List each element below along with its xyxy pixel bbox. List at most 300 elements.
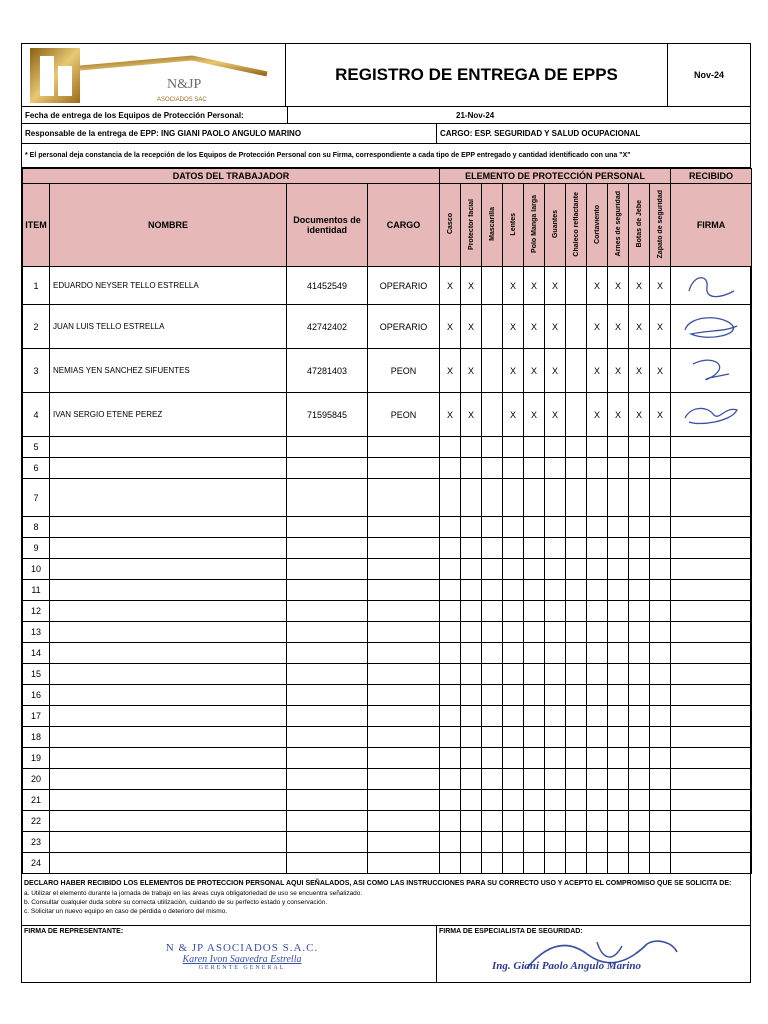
row-cargo bbox=[368, 748, 440, 769]
row-epp-mark: X bbox=[503, 349, 524, 393]
row-epp-mark bbox=[650, 853, 671, 874]
row-epp-mark bbox=[650, 790, 671, 811]
row-epp-mark: X bbox=[587, 393, 608, 437]
row-nombre: IVAN SERGIO ETENE PEREZ bbox=[50, 393, 287, 437]
row-firma bbox=[671, 622, 752, 643]
row-firma bbox=[671, 685, 752, 706]
fecha-value-cell bbox=[288, 107, 750, 124]
row-epp-mark bbox=[566, 517, 587, 538]
worker-signature bbox=[679, 271, 743, 301]
worker-signature bbox=[679, 356, 743, 386]
row-epp-mark bbox=[587, 811, 608, 832]
row-item: 18 bbox=[23, 727, 50, 748]
row-epp-mark: X bbox=[440, 305, 461, 349]
row-cargo bbox=[368, 580, 440, 601]
row-epp-mark bbox=[461, 706, 482, 727]
row-epp-mark bbox=[629, 664, 650, 685]
row-item: 7 bbox=[23, 479, 50, 517]
row-epp-mark bbox=[503, 748, 524, 769]
row-epp-mark bbox=[566, 685, 587, 706]
col-header-nombre: NOMBRE bbox=[50, 184, 287, 267]
row-epp-mark bbox=[650, 685, 671, 706]
row-firma bbox=[671, 769, 752, 790]
row-epp-mark bbox=[482, 393, 503, 437]
row-epp-mark bbox=[482, 538, 503, 559]
company-logo bbox=[22, 44, 286, 106]
table-row bbox=[23, 559, 752, 580]
row-epp-mark bbox=[587, 664, 608, 685]
row-nombre bbox=[50, 748, 287, 769]
row-nombre bbox=[50, 727, 287, 748]
row-firma bbox=[671, 517, 752, 538]
row-epp-mark bbox=[503, 601, 524, 622]
row-cargo bbox=[368, 622, 440, 643]
row-firma bbox=[671, 580, 752, 601]
row-epp-mark bbox=[524, 832, 545, 853]
row-epp-mark bbox=[503, 517, 524, 538]
row-epp-mark: X bbox=[461, 305, 482, 349]
row-epp-mark bbox=[461, 769, 482, 790]
row-documento bbox=[287, 458, 368, 479]
row-epp-mark bbox=[524, 580, 545, 601]
row-epp-mark bbox=[629, 601, 650, 622]
nota-text: * El personal deja constancia de la recepción de los Equipos de Protección Personal con su Firma, correspondiente a cada tipo de EPP entregado y cantidad identificado con una "X" bbox=[25, 152, 631, 159]
table-row bbox=[23, 769, 752, 790]
table-row bbox=[23, 458, 752, 479]
row-epp-mark bbox=[587, 685, 608, 706]
row-epp-mark: X bbox=[440, 349, 461, 393]
row-epp-mark bbox=[587, 832, 608, 853]
row-epp-mark bbox=[629, 706, 650, 727]
row-firma bbox=[671, 559, 752, 580]
row-epp-mark bbox=[503, 853, 524, 874]
col-header-epp: Lentes bbox=[503, 184, 524, 267]
row-epp-mark bbox=[566, 664, 587, 685]
row-documento bbox=[287, 580, 368, 601]
row-epp-mark bbox=[587, 769, 608, 790]
row-epp-mark: X bbox=[524, 305, 545, 349]
row-epp-mark bbox=[566, 622, 587, 643]
row-epp-mark bbox=[629, 853, 650, 874]
row-epp-mark bbox=[587, 601, 608, 622]
row-epp-mark bbox=[608, 664, 629, 685]
table-row bbox=[23, 517, 752, 538]
declaration-item: c. Solicitar un nuevo equipo en caso de pérdida o deterioro del mismo. bbox=[24, 908, 228, 915]
row-epp-mark bbox=[524, 437, 545, 458]
row-epp-mark bbox=[566, 305, 587, 349]
col-header-item: ITEM bbox=[23, 184, 50, 267]
table-row bbox=[23, 267, 752, 305]
row-epp-mark bbox=[629, 622, 650, 643]
row-firma bbox=[671, 538, 752, 559]
row-firma bbox=[671, 437, 752, 458]
row-epp-mark: X bbox=[587, 267, 608, 305]
declaration-item: a. Utilizar el elemento durante la jornada de trabajo en las áreas cuya obligatoriedad de uso se encuentra señalizado. bbox=[24, 890, 363, 897]
row-epp-mark bbox=[608, 437, 629, 458]
row-cargo bbox=[368, 790, 440, 811]
row-epp-mark bbox=[545, 664, 566, 685]
row-nombre bbox=[50, 559, 287, 580]
row-epp-mark bbox=[503, 437, 524, 458]
row-epp-mark bbox=[440, 685, 461, 706]
row-epp-mark bbox=[587, 479, 608, 517]
stamp-company: N & JP ASOCIADOS S.A.C. bbox=[165, 942, 319, 954]
row-nombre bbox=[50, 479, 287, 517]
row-epp-mark bbox=[503, 559, 524, 580]
row-epp-mark bbox=[482, 622, 503, 643]
row-epp-mark bbox=[503, 727, 524, 748]
row-epp-mark bbox=[545, 685, 566, 706]
row-item: 10 bbox=[23, 559, 50, 580]
col-header-epp: Zapato de seguridad bbox=[650, 184, 671, 267]
row-epp-mark bbox=[440, 727, 461, 748]
row-cargo bbox=[368, 458, 440, 479]
row-epp-mark bbox=[566, 643, 587, 664]
row-documento: 41452549 bbox=[287, 267, 368, 305]
row-epp-mark bbox=[482, 811, 503, 832]
col-header-epp: Chaleco reflactante bbox=[566, 184, 587, 267]
row-epp-mark bbox=[608, 580, 629, 601]
row-epp-mark bbox=[629, 458, 650, 479]
row-epp-mark bbox=[566, 832, 587, 853]
row-nombre bbox=[50, 601, 287, 622]
row-epp-mark bbox=[482, 727, 503, 748]
row-epp-mark bbox=[440, 832, 461, 853]
row-epp-mark bbox=[482, 685, 503, 706]
row-epp-mark bbox=[482, 832, 503, 853]
row-firma bbox=[671, 832, 752, 853]
row-epp-mark bbox=[566, 559, 587, 580]
logo-text: N&JP bbox=[167, 77, 202, 92]
row-epp-mark bbox=[629, 479, 650, 517]
row-epp-mark bbox=[650, 664, 671, 685]
row-epp-mark bbox=[461, 437, 482, 458]
row-epp-mark bbox=[650, 748, 671, 769]
row-epp-mark bbox=[587, 748, 608, 769]
representante-label: FIRMA DE REPRESENTANTE: bbox=[24, 928, 124, 935]
table-row bbox=[23, 538, 752, 559]
col-header-epp: Guantes bbox=[545, 184, 566, 267]
row-nombre bbox=[50, 811, 287, 832]
especialista-label: FIRMA DE ESPECIALISTA DE SEGURIDAD: bbox=[439, 928, 583, 935]
table-row bbox=[23, 349, 752, 393]
row-epp-mark bbox=[440, 622, 461, 643]
row-epp-mark bbox=[629, 790, 650, 811]
row-epp-mark bbox=[440, 811, 461, 832]
row-epp-mark bbox=[629, 832, 650, 853]
row-epp-mark bbox=[545, 479, 566, 517]
group-header-elemento: ELEMENTO DE PROTECCIÓN PERSONAL bbox=[440, 169, 671, 184]
row-firma bbox=[671, 727, 752, 748]
row-cargo: OPERARIO bbox=[368, 305, 440, 349]
row-epp-mark: X bbox=[587, 305, 608, 349]
row-epp-mark bbox=[650, 580, 671, 601]
row-epp-mark bbox=[650, 727, 671, 748]
row-epp-mark: X bbox=[461, 393, 482, 437]
date-code-cell bbox=[668, 44, 750, 107]
row-epp-mark: X bbox=[503, 393, 524, 437]
col-header-epp: Polo Manga larga bbox=[524, 184, 545, 267]
row-epp-mark bbox=[629, 538, 650, 559]
row-epp-mark bbox=[650, 458, 671, 479]
row-epp-mark bbox=[608, 458, 629, 479]
row-epp-mark bbox=[650, 601, 671, 622]
row-epp-mark bbox=[545, 437, 566, 458]
row-epp-mark bbox=[482, 349, 503, 393]
row-epp-mark bbox=[545, 580, 566, 601]
declaration-title: DECLARO HABER RECIBIDO LOS ELEMENTOS DE PROTECCION PERSONAL AQUI SEÑALADOS, ASI COMO LAS INSTRUCCIONES PARA SU CORRECTO USO Y ACEPTO EL COMPROMISO QUE SE SOLICITA DE: bbox=[24, 880, 732, 887]
row-epp-mark: X bbox=[608, 267, 629, 305]
row-epp-mark bbox=[545, 769, 566, 790]
row-epp-mark bbox=[566, 580, 587, 601]
row-epp-mark bbox=[440, 706, 461, 727]
row-epp-mark: X bbox=[545, 267, 566, 305]
declaration-block bbox=[22, 874, 750, 926]
row-epp-mark bbox=[608, 769, 629, 790]
row-cargo: OPERARIO bbox=[368, 267, 440, 305]
row-epp-mark bbox=[608, 853, 629, 874]
row-epp-mark bbox=[608, 643, 629, 664]
row-epp-mark bbox=[461, 517, 482, 538]
table-row bbox=[23, 853, 752, 874]
row-epp-mark bbox=[545, 538, 566, 559]
row-epp-mark bbox=[461, 790, 482, 811]
row-nombre: JUAN LUIS TELLO ESTRELLA bbox=[50, 305, 287, 349]
row-cargo bbox=[368, 643, 440, 664]
table-row bbox=[23, 664, 752, 685]
row-epp-mark bbox=[650, 706, 671, 727]
row-firma bbox=[671, 458, 752, 479]
row-epp-mark bbox=[608, 538, 629, 559]
table-row bbox=[23, 811, 752, 832]
row-epp-mark: X bbox=[629, 393, 650, 437]
row-item: 9 bbox=[23, 538, 50, 559]
col-header-epp: Botas de Jebe bbox=[629, 184, 650, 267]
row-epp-mark bbox=[608, 601, 629, 622]
row-nombre bbox=[50, 458, 287, 479]
row-item: 3 bbox=[23, 349, 50, 393]
row-cargo: PEON bbox=[368, 349, 440, 393]
row-epp-mark bbox=[629, 748, 650, 769]
row-epp-mark bbox=[524, 706, 545, 727]
row-epp-mark: X bbox=[461, 267, 482, 305]
row-epp-mark: X bbox=[440, 393, 461, 437]
row-epp-mark bbox=[482, 769, 503, 790]
row-epp-mark bbox=[587, 437, 608, 458]
row-documento bbox=[287, 538, 368, 559]
row-epp-mark bbox=[566, 267, 587, 305]
row-nombre bbox=[50, 580, 287, 601]
row-firma bbox=[671, 811, 752, 832]
row-item: 17 bbox=[23, 706, 50, 727]
row-epp-mark: X bbox=[524, 349, 545, 393]
row-epp-mark bbox=[440, 664, 461, 685]
row-epp-mark bbox=[566, 349, 587, 393]
row-epp-mark: X bbox=[545, 349, 566, 393]
row-epp-mark: X bbox=[650, 393, 671, 437]
row-documento bbox=[287, 832, 368, 853]
representante-signature-cell bbox=[22, 926, 437, 982]
row-nombre bbox=[50, 769, 287, 790]
row-epp-mark bbox=[608, 685, 629, 706]
row-epp-mark bbox=[629, 811, 650, 832]
cargo-cell bbox=[437, 124, 750, 144]
row-nombre bbox=[50, 538, 287, 559]
row-firma bbox=[671, 706, 752, 727]
row-epp-mark bbox=[566, 437, 587, 458]
row-item: 13 bbox=[23, 622, 50, 643]
table-row bbox=[23, 727, 752, 748]
row-epp-mark bbox=[503, 479, 524, 517]
row-epp-mark bbox=[650, 643, 671, 664]
row-epp-mark bbox=[461, 559, 482, 580]
col-header-epp: Arnes de seguridad bbox=[608, 184, 629, 267]
row-epp-mark bbox=[461, 811, 482, 832]
row-cargo: PEON bbox=[368, 393, 440, 437]
row-item: 6 bbox=[23, 458, 50, 479]
table-row bbox=[23, 706, 752, 727]
row-cargo bbox=[368, 664, 440, 685]
row-epp-mark bbox=[440, 580, 461, 601]
row-documento bbox=[287, 437, 368, 458]
row-epp-mark bbox=[629, 559, 650, 580]
row-epp-mark bbox=[503, 706, 524, 727]
worker-signature bbox=[679, 400, 743, 430]
row-epp-mark bbox=[587, 580, 608, 601]
row-epp-mark: X bbox=[440, 267, 461, 305]
row-cargo bbox=[368, 811, 440, 832]
row-epp-mark: X bbox=[587, 349, 608, 393]
col-header-cargo: CARGO bbox=[368, 184, 440, 267]
logo-subtext: ASOCIADOS SAC bbox=[157, 97, 207, 103]
row-epp-mark bbox=[650, 811, 671, 832]
row-epp-mark bbox=[461, 853, 482, 874]
row-epp-mark bbox=[524, 479, 545, 517]
row-item: 1 bbox=[23, 267, 50, 305]
row-epp-mark bbox=[461, 580, 482, 601]
row-epp-mark bbox=[650, 832, 671, 853]
row-epp-mark bbox=[482, 664, 503, 685]
table-row bbox=[23, 832, 752, 853]
row-epp-mark bbox=[566, 538, 587, 559]
row-cargo bbox=[368, 853, 440, 874]
row-cargo bbox=[368, 706, 440, 727]
row-epp-mark: X bbox=[629, 267, 650, 305]
table-row bbox=[23, 437, 752, 458]
especialista-signature-cell bbox=[437, 926, 750, 982]
row-item: 11 bbox=[23, 580, 50, 601]
row-epp-mark bbox=[524, 853, 545, 874]
col-header-documentos: Documentos de identidad bbox=[287, 184, 368, 267]
row-cargo bbox=[368, 479, 440, 517]
row-epp-mark bbox=[503, 790, 524, 811]
col-header-epp: Mascarilla bbox=[482, 184, 503, 267]
table-row bbox=[23, 393, 752, 437]
group-header-datos: DATOS DEL TRABAJADOR bbox=[23, 169, 440, 184]
row-epp-mark bbox=[545, 517, 566, 538]
row-epp-mark bbox=[608, 622, 629, 643]
row-epp-mark bbox=[650, 479, 671, 517]
row-epp-mark bbox=[440, 769, 461, 790]
row-epp-mark bbox=[440, 643, 461, 664]
row-epp-mark bbox=[440, 853, 461, 874]
row-epp-mark bbox=[587, 643, 608, 664]
row-cargo bbox=[368, 769, 440, 790]
row-epp-mark bbox=[566, 769, 587, 790]
row-epp-mark: X bbox=[461, 349, 482, 393]
table-row bbox=[23, 643, 752, 664]
row-epp-mark bbox=[461, 601, 482, 622]
row-item: 23 bbox=[23, 832, 50, 853]
row-epp-mark bbox=[629, 727, 650, 748]
row-firma bbox=[671, 664, 752, 685]
row-epp-mark bbox=[440, 517, 461, 538]
row-epp-mark bbox=[524, 790, 545, 811]
row-epp-mark bbox=[524, 538, 545, 559]
row-epp-mark bbox=[482, 706, 503, 727]
row-epp-mark: X bbox=[503, 305, 524, 349]
date-code: Nov-24 bbox=[693, 70, 724, 80]
row-documento bbox=[287, 706, 368, 727]
row-epp-mark bbox=[566, 727, 587, 748]
row-epp-mark bbox=[608, 559, 629, 580]
row-epp-mark bbox=[524, 517, 545, 538]
row-epp-mark bbox=[608, 517, 629, 538]
row-item: 2 bbox=[23, 305, 50, 349]
row-epp-mark bbox=[566, 601, 587, 622]
row-firma bbox=[671, 748, 752, 769]
fecha-value: 21-Nov-24 bbox=[456, 110, 495, 120]
row-epp-mark bbox=[482, 267, 503, 305]
row-epp-mark bbox=[482, 479, 503, 517]
row-epp-mark bbox=[482, 643, 503, 664]
row-epp-mark bbox=[566, 853, 587, 874]
row-epp-mark bbox=[587, 622, 608, 643]
row-epp-mark bbox=[650, 437, 671, 458]
row-epp-mark bbox=[608, 832, 629, 853]
row-epp-mark bbox=[524, 748, 545, 769]
row-epp-mark bbox=[461, 727, 482, 748]
row-documento bbox=[287, 622, 368, 643]
row-cargo bbox=[368, 727, 440, 748]
worker-signature bbox=[679, 312, 743, 342]
nota-cell bbox=[22, 144, 750, 168]
row-item: 4 bbox=[23, 393, 50, 437]
row-epp-mark bbox=[503, 538, 524, 559]
row-nombre bbox=[50, 790, 287, 811]
row-epp-mark bbox=[503, 458, 524, 479]
row-epp-mark bbox=[545, 706, 566, 727]
row-documento bbox=[287, 853, 368, 874]
row-cargo bbox=[368, 517, 440, 538]
row-epp-mark: X bbox=[629, 305, 650, 349]
row-epp-mark: X bbox=[629, 349, 650, 393]
row-epp-mark bbox=[482, 458, 503, 479]
cargo-text: CARGO: ESP. SEGURIDAD Y SALUD OCUPACIONAL bbox=[440, 129, 641, 138]
row-epp-mark bbox=[503, 622, 524, 643]
row-epp-mark bbox=[461, 538, 482, 559]
row-firma bbox=[671, 349, 752, 393]
row-epp-mark bbox=[545, 622, 566, 643]
row-epp-mark bbox=[440, 538, 461, 559]
row-epp-mark bbox=[461, 832, 482, 853]
col-header-epp: Casco bbox=[440, 184, 461, 267]
row-cargo bbox=[368, 832, 440, 853]
row-epp-mark bbox=[461, 685, 482, 706]
row-firma bbox=[671, 601, 752, 622]
row-epp-mark bbox=[650, 538, 671, 559]
row-epp-mark bbox=[566, 706, 587, 727]
